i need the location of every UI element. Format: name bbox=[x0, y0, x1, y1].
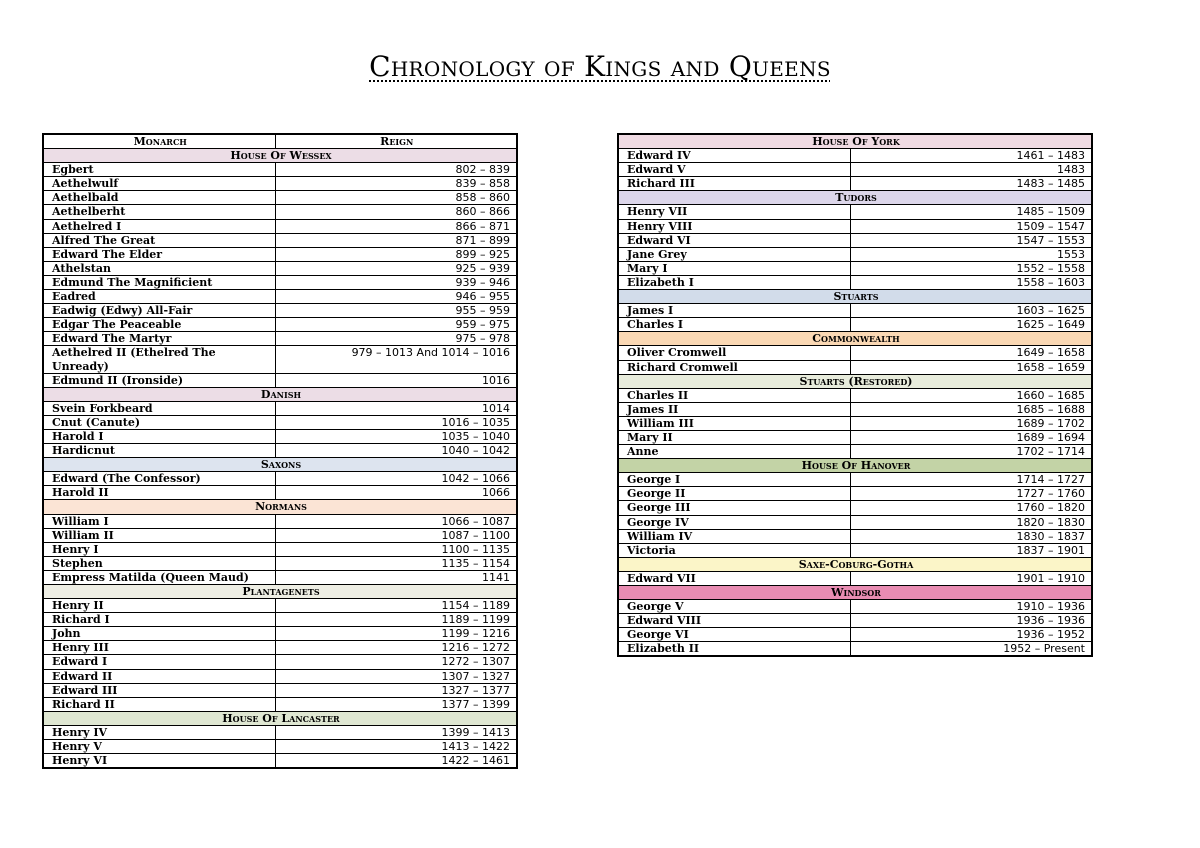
reign-years: 871 – 899 bbox=[275, 233, 517, 247]
reign-years: 1461 – 1483 bbox=[850, 149, 1092, 163]
monarch-row bbox=[43, 528, 517, 542]
reign-years: 802 – 839 bbox=[275, 163, 517, 177]
reign-years: 1552 – 1558 bbox=[850, 261, 1092, 275]
monarch-name: Aethelwulf bbox=[43, 177, 275, 191]
monarch-row bbox=[618, 543, 1092, 557]
reign-years: 955 – 959 bbox=[275, 304, 517, 318]
reign-years: 1837 – 1901 bbox=[850, 543, 1092, 557]
monarch-row bbox=[618, 600, 1092, 614]
monarch-row bbox=[43, 542, 517, 556]
monarch-row bbox=[618, 304, 1092, 318]
reign-years: 1042 – 1066 bbox=[275, 472, 517, 486]
reign-years: 839 – 858 bbox=[275, 177, 517, 191]
monarch-row bbox=[618, 416, 1092, 430]
monarch-name: Henry IV bbox=[43, 725, 275, 739]
monarch-name: Henry V bbox=[43, 740, 275, 754]
monarch-name: William II bbox=[43, 528, 275, 542]
reign-years: 1154 – 1189 bbox=[275, 599, 517, 613]
monarch-row bbox=[618, 529, 1092, 543]
monarch-row bbox=[618, 445, 1092, 459]
house-header: Plantagenets bbox=[43, 585, 517, 599]
reign-years: 1910 – 1936 bbox=[850, 600, 1092, 614]
monarch-name: Henry VII bbox=[618, 205, 850, 219]
reign-years: 1413 – 1422 bbox=[275, 740, 517, 754]
monarch-row bbox=[43, 332, 517, 346]
monarch-row bbox=[618, 261, 1092, 275]
house-header: House Of York bbox=[618, 134, 1092, 149]
house-header: Normans bbox=[43, 500, 517, 514]
monarch-name: William III bbox=[618, 416, 850, 430]
monarch-name: Richard Cromwell bbox=[618, 360, 850, 374]
reign-years: 1199 – 1216 bbox=[275, 627, 517, 641]
monarch-name: William I bbox=[43, 514, 275, 528]
page-title bbox=[0, 50, 1200, 83]
monarch-row bbox=[43, 401, 517, 415]
monarch-row bbox=[43, 163, 517, 177]
monarch-row bbox=[618, 205, 1092, 219]
monarch-name: Edward VI bbox=[618, 233, 850, 247]
monarch-name: Edward The Martyr bbox=[43, 332, 275, 346]
reign-years: 1689 – 1702 bbox=[850, 416, 1092, 430]
reign-years: 1483 – 1485 bbox=[850, 177, 1092, 191]
reign-years: 1399 – 1413 bbox=[275, 725, 517, 739]
monarch-name: Edmund The Magnificient bbox=[43, 275, 275, 289]
reign-years: 1272 – 1307 bbox=[275, 655, 517, 669]
monarch-row bbox=[618, 501, 1092, 515]
house-row bbox=[618, 459, 1092, 473]
reign-years: 1547 – 1553 bbox=[850, 233, 1092, 247]
monarch-name: Anne bbox=[618, 445, 850, 459]
reign-years: 899 – 925 bbox=[275, 247, 517, 261]
monarch-row bbox=[618, 487, 1092, 501]
monarch-row bbox=[43, 599, 517, 613]
monarch-name: William IV bbox=[618, 529, 850, 543]
monarch-name: James I bbox=[618, 304, 850, 318]
reign-years: 1066 – 1087 bbox=[275, 514, 517, 528]
monarch-name: Eadwig (Edwy) All-Fair bbox=[43, 304, 275, 318]
monarch-name: Edgar The Peaceable bbox=[43, 318, 275, 332]
monarch-name: Henry III bbox=[43, 641, 275, 655]
monarch-row bbox=[43, 346, 517, 373]
monarch-row bbox=[618, 571, 1092, 585]
monarch-row bbox=[43, 177, 517, 191]
house-row bbox=[43, 500, 517, 514]
monarch-row bbox=[43, 740, 517, 754]
monarch-name: Cnut (Canute) bbox=[43, 415, 275, 429]
reign-years: 1035 – 1040 bbox=[275, 429, 517, 443]
monarch-row bbox=[43, 570, 517, 584]
reign-years: 1100 – 1135 bbox=[275, 542, 517, 556]
monarch-row bbox=[43, 444, 517, 458]
monarch-row bbox=[43, 486, 517, 500]
monarch-name: Edward I bbox=[43, 655, 275, 669]
house-header: Saxons bbox=[43, 458, 517, 472]
reign-years: 975 – 978 bbox=[275, 332, 517, 346]
monarch-row bbox=[618, 628, 1092, 642]
house-row bbox=[618, 191, 1092, 205]
reign-years: 979 – 1013 And 1014 – 1016 bbox=[275, 346, 517, 373]
house-row bbox=[43, 711, 517, 725]
monarch-name: Stephen bbox=[43, 556, 275, 570]
reign-years: 1658 – 1659 bbox=[850, 360, 1092, 374]
monarch-name: Richard III bbox=[618, 177, 850, 191]
reign-years: 1649 – 1658 bbox=[850, 346, 1092, 360]
reign-years: 1014 bbox=[275, 401, 517, 415]
monarch-name: George I bbox=[618, 473, 850, 487]
reign-years: 1820 – 1830 bbox=[850, 515, 1092, 529]
reign-years: 1016 bbox=[275, 373, 517, 387]
monarch-name: Edward II bbox=[43, 669, 275, 683]
monarch-name: Elizabeth I bbox=[618, 275, 850, 289]
monarch-row bbox=[618, 642, 1092, 657]
monarch-row bbox=[43, 655, 517, 669]
monarch-row bbox=[618, 177, 1092, 191]
monarch-name: Victoria bbox=[618, 543, 850, 557]
reign-years: 858 – 860 bbox=[275, 191, 517, 205]
monarch-table-left bbox=[42, 133, 518, 769]
monarch-name: Richard II bbox=[43, 697, 275, 711]
house-header: House Of Hanover bbox=[618, 459, 1092, 473]
reign-years: 1727 – 1760 bbox=[850, 487, 1092, 501]
monarch-name: Harold I bbox=[43, 429, 275, 443]
reign-years: 1689 – 1694 bbox=[850, 430, 1092, 444]
monarch-row bbox=[43, 514, 517, 528]
house-header: House Of Lancaster bbox=[43, 711, 517, 725]
page-title-text: Chronology of Kings and Queens bbox=[369, 50, 831, 83]
monarch-row bbox=[618, 473, 1092, 487]
monarch-name: Alfred The Great bbox=[43, 233, 275, 247]
monarch-name: George V bbox=[618, 600, 850, 614]
reign-years: 1307 – 1327 bbox=[275, 669, 517, 683]
house-header: Danish bbox=[43, 387, 517, 401]
monarch-name: Charles II bbox=[618, 388, 850, 402]
monarch-row bbox=[618, 346, 1092, 360]
monarch-row bbox=[43, 205, 517, 219]
house-row bbox=[618, 557, 1092, 571]
house-header: Windsor bbox=[618, 586, 1092, 600]
monarch-name: George II bbox=[618, 487, 850, 501]
reign-years: 1087 – 1100 bbox=[275, 528, 517, 542]
reign-years: 1509 – 1547 bbox=[850, 219, 1092, 233]
monarch-row bbox=[43, 754, 517, 769]
reign-years: 1830 – 1837 bbox=[850, 529, 1092, 543]
reign-years: 1189 – 1199 bbox=[275, 613, 517, 627]
monarch-name: Harold II bbox=[43, 486, 275, 500]
monarch-name: Edward VIII bbox=[618, 614, 850, 628]
header-row bbox=[43, 134, 517, 149]
reign-years: 946 – 955 bbox=[275, 290, 517, 304]
reign-years: 1702 – 1714 bbox=[850, 445, 1092, 459]
monarch-row bbox=[618, 163, 1092, 177]
reign-years: 1714 – 1727 bbox=[850, 473, 1092, 487]
monarch-row bbox=[43, 247, 517, 261]
monarch-row bbox=[43, 669, 517, 683]
house-row bbox=[43, 458, 517, 472]
monarch-row bbox=[618, 233, 1092, 247]
house-header: Stuarts (Restored) bbox=[618, 374, 1092, 388]
reign-years: 959 – 975 bbox=[275, 318, 517, 332]
monarch-name: Edward IV bbox=[618, 149, 850, 163]
reign-column-header: Reign bbox=[275, 134, 517, 149]
reign-years: 1327 – 1377 bbox=[275, 683, 517, 697]
monarch-name: George III bbox=[618, 501, 850, 515]
house-row bbox=[618, 586, 1092, 600]
reign-years: 1685 – 1688 bbox=[850, 402, 1092, 416]
monarch-name: Oliver Cromwell bbox=[618, 346, 850, 360]
reign-years: 1558 – 1603 bbox=[850, 275, 1092, 289]
house-header: House Of Wessex bbox=[43, 149, 517, 163]
right-table-body bbox=[618, 134, 1092, 656]
monarch-name: Richard I bbox=[43, 613, 275, 627]
left-table-body bbox=[43, 149, 517, 769]
house-header: Saxe-Coburg-Gotha bbox=[618, 557, 1092, 571]
monarch-row bbox=[43, 219, 517, 233]
reign-years: 1553 bbox=[850, 247, 1092, 261]
monarch-row bbox=[43, 627, 517, 641]
monarch-row bbox=[43, 191, 517, 205]
reign-years: 1066 bbox=[275, 486, 517, 500]
monarch-name: Edward VII bbox=[618, 571, 850, 585]
reign-years: 1936 – 1952 bbox=[850, 628, 1092, 642]
monarch-row bbox=[618, 219, 1092, 233]
monarch-name: Aethelberht bbox=[43, 205, 275, 219]
reign-years: 1135 – 1154 bbox=[275, 556, 517, 570]
monarch-row bbox=[618, 360, 1092, 374]
monarch-name: Charles I bbox=[618, 318, 850, 332]
monarch-row bbox=[618, 275, 1092, 289]
reign-years: 860 – 866 bbox=[275, 205, 517, 219]
monarch-name: Aethelred I bbox=[43, 219, 275, 233]
monarch-row bbox=[618, 388, 1092, 402]
reign-years: 1952 – Present bbox=[850, 642, 1092, 657]
monarch-name: Henry I bbox=[43, 542, 275, 556]
monarch-name: Edward The Elder bbox=[43, 247, 275, 261]
monarch-name: Egbert bbox=[43, 163, 275, 177]
monarch-name: John bbox=[43, 627, 275, 641]
monarch-name: Elizabeth II bbox=[618, 642, 850, 657]
reign-years: 1603 – 1625 bbox=[850, 304, 1092, 318]
monarch-name: Edward III bbox=[43, 683, 275, 697]
monarch-name: George VI bbox=[618, 628, 850, 642]
reign-years: 939 – 946 bbox=[275, 275, 517, 289]
monarch-row bbox=[43, 275, 517, 289]
house-row bbox=[618, 374, 1092, 388]
monarch-row bbox=[43, 725, 517, 739]
reign-years: 1660 – 1685 bbox=[850, 388, 1092, 402]
monarch-name: Jane Grey bbox=[618, 247, 850, 261]
monarch-row bbox=[618, 430, 1092, 444]
monarch-name: Henry VI bbox=[43, 754, 275, 769]
reign-years: 925 – 939 bbox=[275, 261, 517, 275]
monarch-name: George IV bbox=[618, 515, 850, 529]
monarch-name: Henry VIII bbox=[618, 219, 850, 233]
monarch-name: Henry II bbox=[43, 599, 275, 613]
monarch-name: Eadred bbox=[43, 290, 275, 304]
monarch-row bbox=[43, 373, 517, 387]
reign-years: 1016 – 1035 bbox=[275, 415, 517, 429]
monarch-row bbox=[43, 261, 517, 275]
house-row bbox=[618, 332, 1092, 346]
monarch-row bbox=[618, 515, 1092, 529]
house-row bbox=[618, 290, 1092, 304]
reign-years: 1216 – 1272 bbox=[275, 641, 517, 655]
monarch-row bbox=[43, 683, 517, 697]
house-row bbox=[43, 585, 517, 599]
monarch-row bbox=[43, 697, 517, 711]
monarch-row bbox=[43, 415, 517, 429]
monarch-name: Empress Matilda (Queen Maud) bbox=[43, 570, 275, 584]
house-row bbox=[43, 149, 517, 163]
house-header: Tudors bbox=[618, 191, 1092, 205]
monarch-row bbox=[618, 149, 1092, 163]
house-header: Stuarts bbox=[618, 290, 1092, 304]
monarch-row bbox=[43, 429, 517, 443]
monarch-name: James II bbox=[618, 402, 850, 416]
reign-years: 1936 – 1936 bbox=[850, 614, 1092, 628]
monarch-row bbox=[618, 318, 1092, 332]
monarch-row bbox=[618, 247, 1092, 261]
monarch-name: Mary I bbox=[618, 261, 850, 275]
reign-years: 1422 – 1461 bbox=[275, 754, 517, 769]
reign-years: 1377 – 1399 bbox=[275, 697, 517, 711]
monarch-row bbox=[43, 290, 517, 304]
house-row bbox=[43, 387, 517, 401]
monarch-table-right bbox=[617, 133, 1093, 657]
monarch-name: Aethelbald bbox=[43, 191, 275, 205]
monarch-name: Athelstan bbox=[43, 261, 275, 275]
reign-years: 1901 – 1910 bbox=[850, 571, 1092, 585]
monarch-name: Mary II bbox=[618, 430, 850, 444]
reign-years: 1485 – 1509 bbox=[850, 205, 1092, 219]
house-row bbox=[618, 134, 1092, 149]
monarch-row bbox=[618, 614, 1092, 628]
monarch-row bbox=[618, 402, 1092, 416]
reign-years: 1141 bbox=[275, 570, 517, 584]
monarch-row bbox=[43, 233, 517, 247]
monarch-row bbox=[43, 318, 517, 332]
monarch-row bbox=[43, 641, 517, 655]
monarch-row bbox=[43, 304, 517, 318]
monarch-name: Aethelred II (Ethelred The Unready) bbox=[43, 346, 275, 373]
monarch-row bbox=[43, 472, 517, 486]
monarch-name: Edward V bbox=[618, 163, 850, 177]
monarch-row bbox=[43, 556, 517, 570]
house-header: Commonwealth bbox=[618, 332, 1092, 346]
monarch-name: Svein Forkbeard bbox=[43, 401, 275, 415]
reign-years: 1483 bbox=[850, 163, 1092, 177]
reign-years: 1625 – 1649 bbox=[850, 318, 1092, 332]
reign-years: 1040 – 1042 bbox=[275, 444, 517, 458]
reign-years: 1760 – 1820 bbox=[850, 501, 1092, 515]
reign-years: 866 – 871 bbox=[275, 219, 517, 233]
monarch-name: Hardicnut bbox=[43, 444, 275, 458]
monarch-row bbox=[43, 613, 517, 627]
monarch-name: Edmund II (Ironside) bbox=[43, 373, 275, 387]
monarch-name: Edward (The Confessor) bbox=[43, 472, 275, 486]
monarch-column-header: Monarch bbox=[43, 134, 275, 149]
